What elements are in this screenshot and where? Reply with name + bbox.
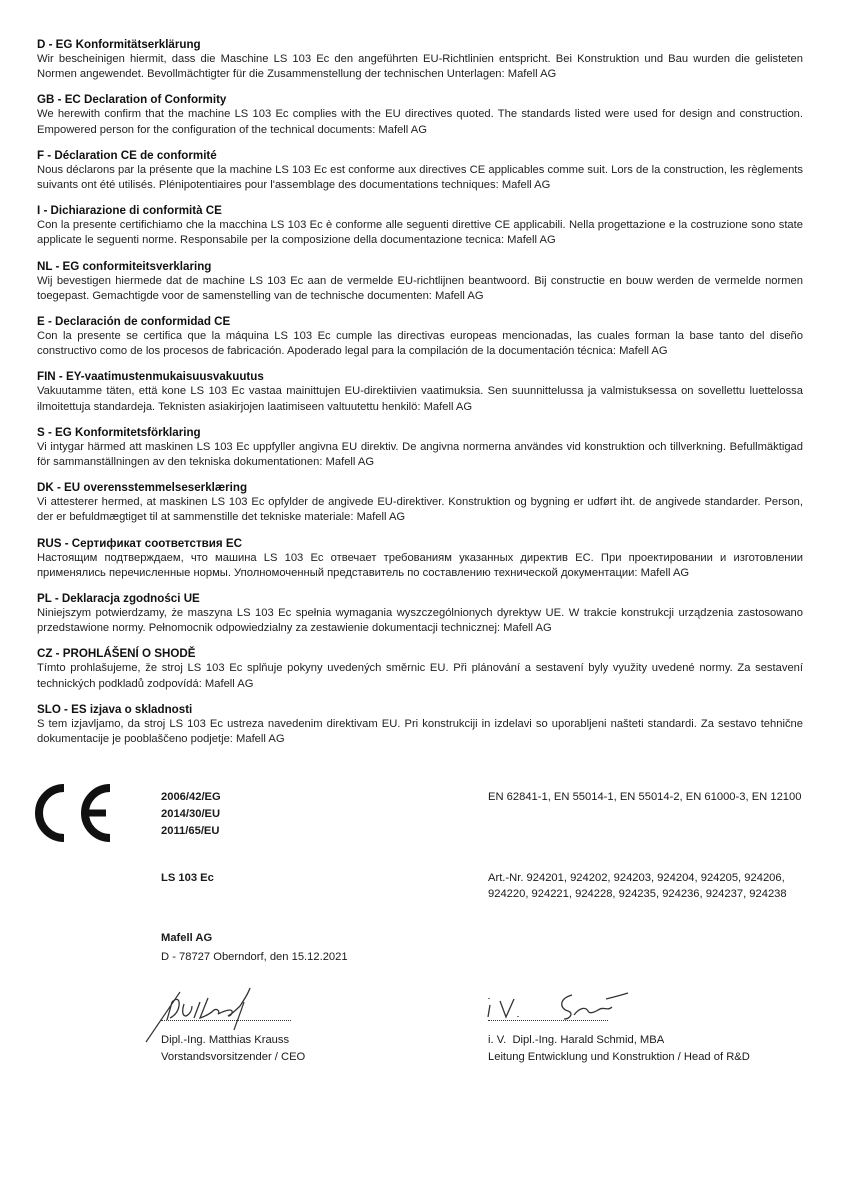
directive-item: 2006/42/EG (161, 791, 221, 803)
section-text: Niniejszym potwierdzamy, że maszyna LS 103 Ec spełnia wymagania wyszczególnionych dyrektyw UE. W trakcie konstrukcji urządzenia zastosowano przedstawione normy. Pełnomocnik odpowiedzialny za zestawienie dokumentacji technicznej: Mafell AG (37, 607, 803, 635)
section-s (37, 425, 803, 470)
section-heading: F - Déclaration CE de conformité (37, 148, 217, 162)
section-d (37, 37, 803, 82)
section-text: Nous déclarons par la présente que la machine LS 103 Ec est conforme aux directives CE applicables comme suit. Lors de la construction, les règlements suivants ont été utilisés. Plénipotentiaires pour l'assemblage des documentations techniques: Mafell AG (37, 163, 803, 192)
section-heading: RUS - Сертификат соответствия ЕС (37, 536, 243, 550)
section-f (37, 148, 803, 193)
signatory-left (161, 1032, 305, 1066)
machine-model: LS 103 Ec (161, 872, 214, 884)
section-heading: S - EG Konformitetsförklaring (37, 425, 201, 439)
article-numbers: Art.-Nr. 924201, 924202, 924203, 924204, 924205, 924206, 924220, 924221, 924228, 924235, 924236, 924237, 924238 (488, 872, 787, 900)
signatory-right (488, 1032, 750, 1066)
directive-item: 2011/65/EU (161, 825, 220, 837)
signatory-name: Dipl.-Ing. Matthias Krauss (161, 1034, 290, 1046)
section-text: Vakuutamme täten, että kone LS 103 Ec vastaa mainittujen EU-direktiivien vaatimuksia. Sen suunnittelussa ja valmistuksessa on sovellettu luettelossa ilmoitettuja standardeja. Teknisten asiakirjojen laatimiseen valtuutettu henkilö: Mafell AG (37, 385, 803, 413)
section-heading: D - EG Konformitätserklärung (37, 38, 201, 51)
section-heading: SLO - ES izjava o skladnosti (37, 702, 193, 716)
standards-list: EN 62841-1, EN 55014-1, EN 55014-2, EN 61000-3, EN 12100 (488, 791, 802, 803)
section-heading: CZ - PROHLÁŠENÍ O SHODĚ (37, 647, 196, 661)
section-text: S tem izjavljamo, da stroj LS 103 Ec ustreza navedenim direktivam EU. Pri konstrukciji in izdelavi so uporabljeni našteti standardi. Za sestavo tehnične dokumentacije je pooblaščeno podjetje: Mafell AG (37, 717, 803, 746)
section-dk (37, 480, 803, 525)
signature-line-right (488, 1020, 608, 1021)
section-i (37, 203, 803, 248)
section-pl (37, 591, 803, 636)
section-text: Vi attesterer hermed, at maskinen LS 103 Ec opfylder de angivede EU-direktiver. Konstruktion og bygning er udført iht. de angivede standarder. Person, der er befuldmægtiget til at sammenstille det tekniske materiale: Mafell AG (37, 496, 803, 524)
declaration-sections (37, 37, 803, 757)
section-text: Con la presente se certifica que la máquina LS 103 Ec cumple las directivas europeas mencionadas, las cuales forman la base tanto del diseño constructivo como de los procesos de fabricación. Apoderado legal para la compilación de la documentación técnica: Mafell AG (37, 330, 803, 358)
signatory-title: Vorstandsvorsitzender / CEO (161, 1051, 306, 1063)
section-fin (37, 369, 803, 414)
section-text: Wij bevestigen hiermede dat de machine LS 103 Ec aan de vermelde EU-richtlijnen beantwoord. Bij constructie en bouw werden de vermelde normen toegepast. Gemachtigde voor de samenstelling van de technische documenten: Mafell AG (37, 274, 803, 302)
directives-list (161, 789, 221, 840)
section-text: Настоящим подтверждаем, что машина LS 103 Ec отвечает требованиям указанных директив ЕС. При проектировании и изготовлении применялись перечисленные нормы. Уполномоченный представитель по составлению технической документации: Mafell AG (37, 551, 803, 579)
section-text: Con la presente certifichiamo che la macchina LS 103 Ec è conforme alle seguenti direttive CE applicabili. Nella progettazione e la costruzione sono state applicate le seguenti norme. Responsabile per la composizione della documentazione tecnica: Mafell AG (37, 219, 803, 247)
section-text: Vi intygar härmed att maskinen LS 103 Ec uppfyller angivna EU direktiv. De angivna normerna användes vid konstruktion och tillverkning. Befullmäktigad för sammanställningen av den tekniska dokumentationen: Mafell AG (37, 440, 803, 469)
company-name: Mafell AG (161, 932, 213, 944)
section-nl (37, 259, 803, 304)
section-heading: FIN - EY-vaatimustenmukaisuusvakuutus (37, 370, 264, 384)
section-text: Wir bescheinigen hiermit, dass die Maschine LS 103 Ec den angeführten EU-Richtlinien entspricht. Bei Konstruktion und Bau wurden die gelisteten Normen angewendet. Bevollmächtigter für die Zusammenstellung der technischen Unterlagen: Mafell AG (37, 53, 803, 81)
section-cz (37, 646, 803, 691)
section-gb (37, 92, 803, 137)
section-heading: NL - EG conformiteitsverklaring (37, 259, 212, 273)
section-heading: I - Dichiarazione di conformità CE (37, 204, 222, 218)
section-e (37, 314, 803, 359)
section-text: We herewith confirm that the machine LS 103 Ec complies with the EU directives quoted. The standards listed were used for design and construction. Empowered person for the configuration of the technical documents: Mafell AG (37, 108, 803, 136)
signatory-name: i. V. Dipl.-Ing. Harald Schmid, MBA (488, 1034, 665, 1046)
section-heading: DK - EU overensstemmelseserklæring (37, 481, 248, 495)
directive-item: 2014/30/EU (161, 808, 221, 820)
section-heading: E - Declaración de conformidad CE (37, 315, 231, 329)
ce-mark-icon (34, 782, 116, 844)
company-block (161, 929, 348, 967)
section-text: Tímto prohlašujeme, že stroj LS 103 Ec splňuje pokyny uvedených směrnic EU. Při plánování a sestavení byly využity uvedené normy. Za sestavení technických podkladů zodpovídá: Mafell AG (37, 662, 803, 690)
section-rus (37, 536, 803, 581)
company-place-date: D - 78727 Oberndorf, den 15.12.2021 (161, 951, 348, 963)
section-slo (37, 702, 803, 747)
section-heading: PL - Deklaracja zgodności UE (37, 592, 200, 606)
signature-line-left (161, 1020, 291, 1021)
signatory-title: Leitung Entwicklung und Konstruktion / Head of R&D (488, 1051, 750, 1063)
signature-right (478, 985, 658, 1025)
section-heading: GB - EC Declaration of Conformity (37, 93, 227, 107)
